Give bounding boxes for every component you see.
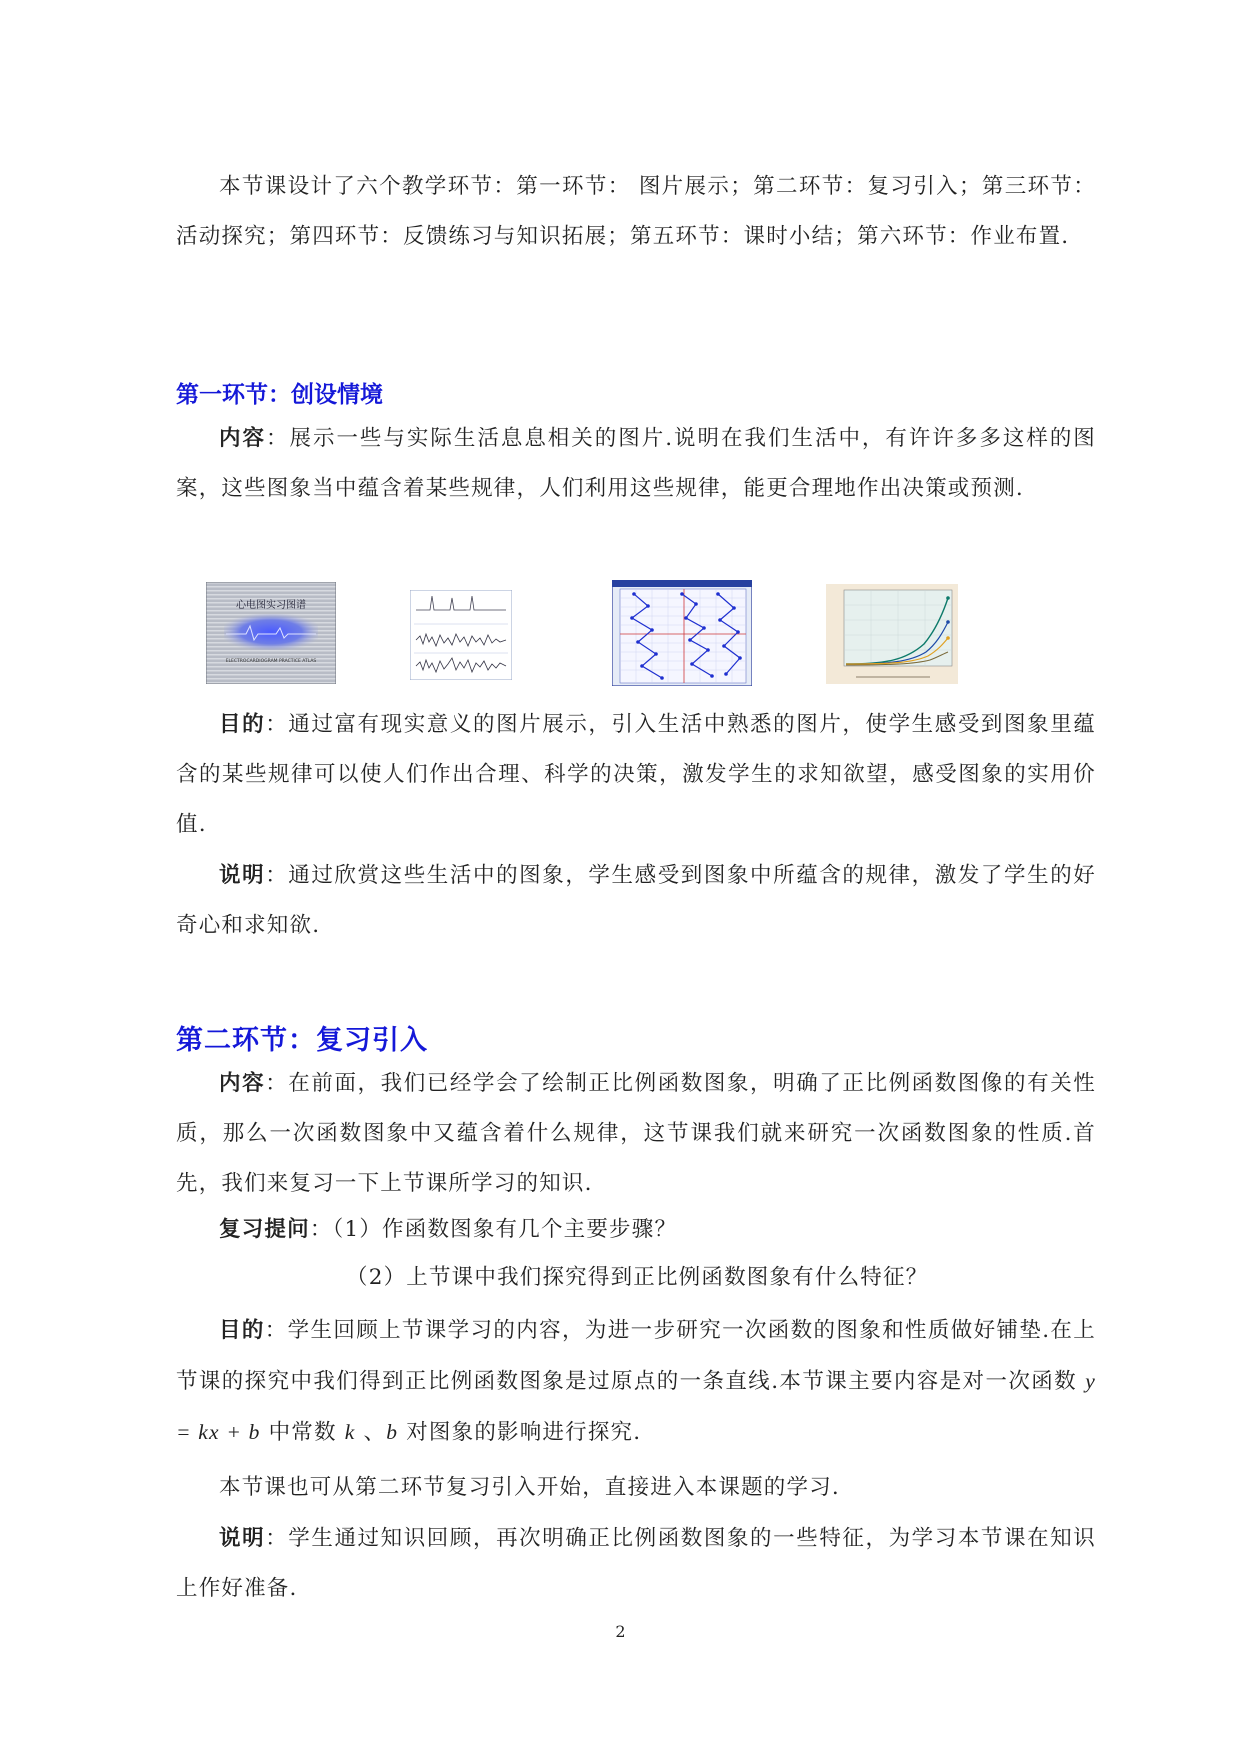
- grid-chart-image: [612, 580, 752, 690]
- separator: 、: [355, 1420, 387, 1445]
- ecg-title: 心电图实习图谱: [236, 600, 306, 611]
- content-label: 内容: [219, 1071, 266, 1096]
- section1-heading: 第一环节：创设情境: [176, 382, 383, 408]
- section2-note-paragraph: [176, 1514, 1096, 1614]
- section1-content-paragraph: [176, 414, 1096, 514]
- purpose-text: ：通过富有现实意义的图片展示，引入生活中熟悉的图片，使学生感受到图象里蕴含的某些规律可以使人们作出合理、科学的决策，激发学生的求知欲望，感受图象的实用价值.: [176, 712, 1096, 837]
- review-question-2-text: （2）上节课中我们探究得到正比例函数图象有什么特征？: [346, 1265, 929, 1290]
- purpose-text-c: 对图象的影响进行探究.: [398, 1420, 642, 1445]
- content-text: ：在前面，我们已经学会了绘制正比例函数图象，明确了正比例函数图像的有关性质，那么一次函数图象中又蕴含着什么规律，这节课我们就来研究一次函数图象的性质.首先，我们来复习一下上节课所学习的知识.: [176, 1071, 1096, 1196]
- linear-function-formula: y = kx + b: [176, 1369, 1096, 1444]
- content-text: ：展示一些与实际生活息息相关的图片.说明在我们生活中，有许许多多这样的图案，这些图象当中蕴含着某些规律，人们利用这些规律，能更合理地作出决策或预测.: [176, 426, 1096, 501]
- purpose-text-a: ：学生回顾上节课学习的内容，为进一步研究一次函数的图象和性质做好铺垫.在上节课的探究中我们得到正比例函数图象是过原点的一条直线.本节课主要内容是对一次函数: [176, 1318, 1096, 1394]
- section2-content-paragraph: [176, 1059, 1096, 1209]
- review-question-1: [176, 1210, 1096, 1250]
- waveform-chart-image: [410, 590, 512, 684]
- section1-purpose-paragraph: [176, 700, 1096, 850]
- review-question-2: [176, 1258, 1096, 1298]
- constant-b: b: [386, 1420, 399, 1444]
- section1-note-paragraph: [176, 851, 1096, 951]
- note-label: 说明: [219, 1526, 266, 1551]
- content-label: 内容: [219, 426, 266, 451]
- page-number: 2: [615, 1622, 626, 1641]
- figure-row: [0, 582, 1241, 684]
- purpose-text-b: 中常数: [260, 1420, 345, 1445]
- intro-text: 本节课设计了六个教学环节：第一环节： 图片展示；第二环节：复习引入；第三环节：活动探究；第四环节：反馈练习与知识拓展；第五环节：课时小结；第六环节：作业布置.: [176, 174, 1096, 249]
- note-text: ：学生通过知识回顾，再次明确正比例函数图象的一些特征，为学习本节课在知识上作好准备.: [176, 1526, 1096, 1601]
- growth-curve-image: [826, 584, 958, 688]
- constant-k: k: [344, 1420, 356, 1444]
- note-text: ：通过欣赏这些生活中的图象，学生感受到图象中所蕴含的规律，激发了学生的好奇心和求知欲.: [176, 863, 1096, 938]
- section2-purpose-paragraph: [176, 1306, 1096, 1458]
- section2-heading: 第二环节：复习引入: [176, 1025, 428, 1056]
- review-label: 复习提问: [219, 1217, 310, 1242]
- note-label: 说明: [219, 863, 266, 888]
- alt-start-paragraph: [176, 1463, 1096, 1513]
- ecg-atlas-cover-image: [206, 582, 336, 688]
- review-question-1-text: ：（1）作函数图象有几个主要步骤？: [309, 1217, 678, 1242]
- purpose-label: 目的: [219, 712, 266, 737]
- purpose-label: 目的: [219, 1318, 265, 1343]
- alt-start-text: 本节课也可从第二环节复习引入开始，直接进入本课题的学习.: [219, 1475, 840, 1500]
- ecg-subtitle: ELECTROCARDIOGRAM PRACTICE ATLAS: [225, 659, 317, 664]
- intro-paragraph: [176, 162, 1096, 262]
